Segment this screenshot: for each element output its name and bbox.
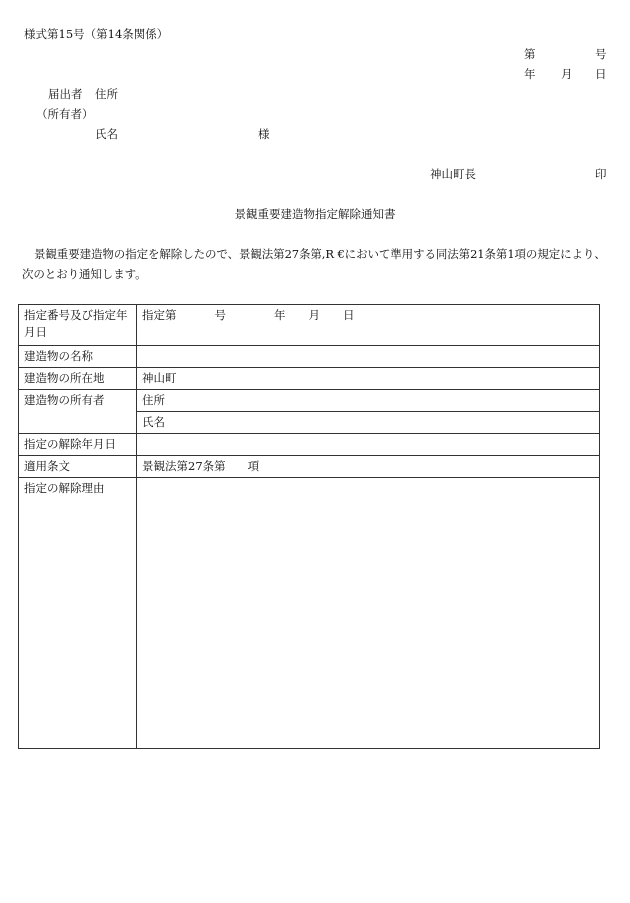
designation-value [137,305,600,346]
number-label-dai: 第 [524,47,536,61]
date-year-label: 年 [524,67,536,81]
notifier-address-label: 住所 [95,87,118,101]
table-row-owner-address [19,390,600,412]
article-label: 適用条文 [19,456,137,478]
reason-value[interactable] [137,478,600,749]
document-title: 景観重要建造物指定解除通知書 [234,207,396,221]
article-suffix: 項 [247,459,260,473]
table-row-article [19,456,600,478]
table-row-location [19,368,600,390]
designation-year: 年 [274,308,286,322]
building-name-value[interactable] [137,346,600,368]
owner-address-label[interactable]: 住所 [137,390,600,412]
table-row-cancel-date [19,434,600,456]
owner-label: （所有者） [36,107,94,121]
issuer-title: 神山町長 [430,167,476,181]
date-month-label: 月 [561,67,573,81]
reason-label: 指定の解除理由 [19,478,137,749]
article-value[interactable] [137,456,600,478]
designation-day: 日 [343,308,355,322]
cancel-date-label: 指定の解除年月日 [19,434,137,456]
building-name-label: 建造物の名称 [19,346,137,368]
body-paragraph: 景観重要建造物の指定を解除したので、景観法第27条第,R €において準用する同法第21条第1項の規定により、次のとおり通知します。 [22,247,606,281]
designation-go: 号 [214,308,226,322]
designation-month: 月 [308,308,320,322]
building-owner-label: 建造物の所有者 [19,390,137,434]
form-id: 様式第15号（第14条関係） [24,27,169,41]
table-row-name [19,346,600,368]
seal-mark: 印 [595,167,607,181]
designation-label: 指定番号及び指定年月日 [19,305,137,346]
notifier-label: 届出者 [48,87,83,101]
designation-table [18,304,600,749]
designation-prefix: 指定第 [142,308,177,322]
building-location-value[interactable]: 神山町 [137,368,600,390]
table-row-designation [19,305,600,346]
owner-name-label[interactable]: 氏名 [137,412,600,434]
notifier-name-label: 氏名 [95,127,118,141]
article-prefix: 景観法第27条第 [142,459,226,473]
number-label-go: 号 [595,47,607,61]
honorific: 様 [258,127,270,141]
date-day-label: 日 [595,67,607,81]
cancel-date-value[interactable] [137,434,600,456]
table-row-reason [19,478,600,749]
building-location-label: 建造物の所在地 [19,368,137,390]
